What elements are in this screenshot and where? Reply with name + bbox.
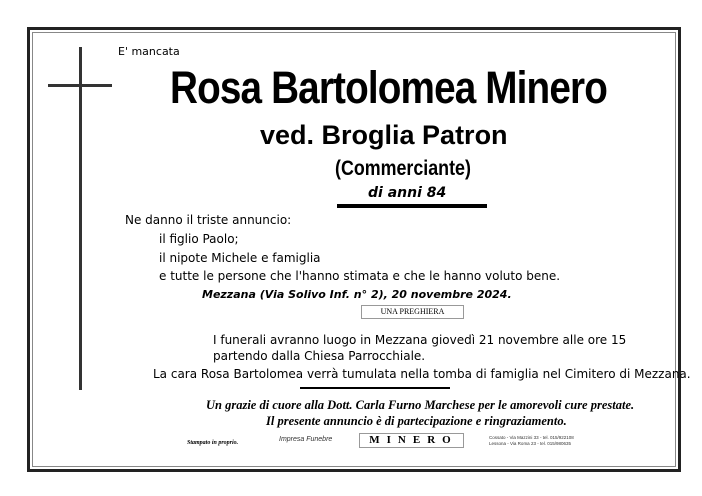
thanks-line: Un grazie di cuore alla Dott. Carla Furno Marchese per le amorevoli cure prestate. xyxy=(206,398,635,412)
company-logo: MINERO xyxy=(359,433,464,448)
funeral-line: I funerali avranno luogo in Mezzana giovedì 21 novembre alle ore 15 xyxy=(213,333,627,347)
company-addresses xyxy=(489,435,574,447)
intro: E' mancata xyxy=(118,45,180,58)
announce-lead: Ne danno il triste annuncio: xyxy=(125,213,292,227)
cross-icon xyxy=(79,47,82,390)
address: Lessona - Via Roma 23 - tel. 015/980635 xyxy=(489,441,571,446)
address: Cossato - Via Mazzini 33 - tel. 015/922108 xyxy=(489,435,574,440)
profession: (Commerciante) xyxy=(335,157,471,180)
divider xyxy=(300,387,450,389)
company-label: Impresa Funebre xyxy=(279,436,333,443)
cross-icon-bar xyxy=(48,84,112,87)
announce-line: il figlio Paolo; xyxy=(159,232,239,246)
widow-of: ved. Broglia Patron xyxy=(260,120,508,150)
printed-note: Stampato in proprio. xyxy=(187,440,239,446)
burial-line: La cara Rosa Bartolomea verrà tumulata nella tomba di famiglia nel Cimitero di Mezzana. xyxy=(153,367,691,381)
age: di anni 84 xyxy=(368,185,447,201)
place-date: Mezzana (Via Solivo Inf. n° 2), 20 novembre 2024. xyxy=(202,288,512,301)
prayer-button[interactable]: UNA PREGHIERA xyxy=(361,305,464,319)
thanks-line: Il presente annuncio è di partecipazione e ringraziamento. xyxy=(266,414,567,428)
divider xyxy=(337,204,487,208)
announce-line: e tutte le persone che l'hanno stimata e che le hanno voluto bene. xyxy=(159,269,561,283)
deceased-name: Rosa Bartolomea Minero xyxy=(170,62,607,113)
announce-line: il nipote Michele e famiglia xyxy=(159,251,321,265)
funeral-line: partendo dalla Chiesa Parrocchiale. xyxy=(213,349,426,363)
